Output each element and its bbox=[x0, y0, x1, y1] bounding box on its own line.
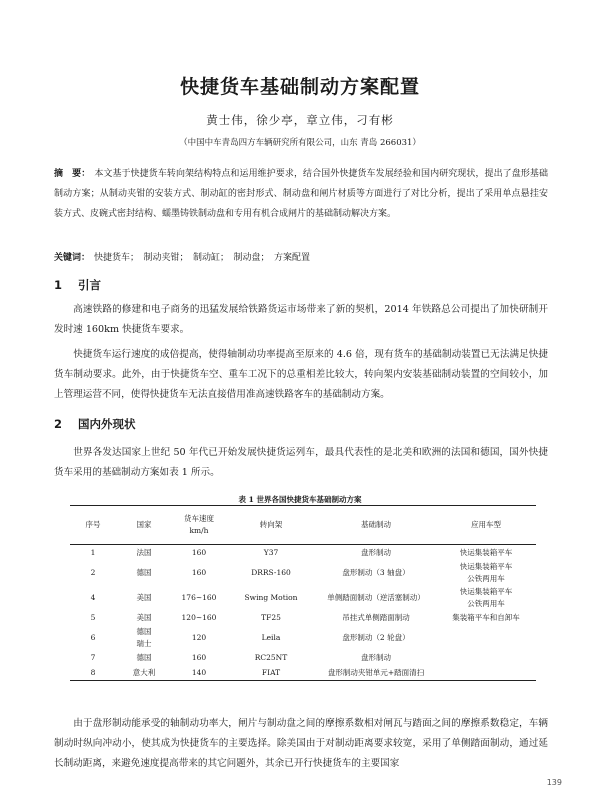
affiliation: （中国中车青岛四方车辆研究所有限公司，山东 青岛 266031） bbox=[179, 138, 421, 148]
table-header-cell: 基础制动 bbox=[361, 520, 391, 529]
table-cell: 盘形制动（3 轴盘） bbox=[342, 567, 410, 577]
table-row bbox=[70, 665, 536, 681]
table-header-cell: 国家 bbox=[136, 520, 152, 529]
table-cell: 140 bbox=[191, 667, 207, 677]
table-cell: 8 bbox=[90, 667, 96, 677]
table-cell: 单侧踏面制动（逆活塞制动） bbox=[327, 592, 425, 602]
table-cell: TF25 bbox=[261, 612, 281, 622]
table-cell: 5 bbox=[90, 612, 96, 622]
table-cell: 美国 bbox=[136, 592, 152, 602]
table-row bbox=[70, 610, 536, 625]
abstract-label: 摘 要： bbox=[54, 169, 91, 179]
table-body bbox=[70, 545, 536, 681]
abstract bbox=[54, 164, 548, 224]
brake-scheme-table bbox=[70, 505, 536, 681]
table-caption: 表 1 世界各国快捷货车基础制动方案 bbox=[238, 495, 362, 504]
table-header-cell: 应用车型 bbox=[471, 520, 501, 529]
table-cell: 4 bbox=[90, 592, 96, 602]
table-cell: 德国 bbox=[136, 567, 152, 577]
table-cell: Leila bbox=[261, 632, 281, 642]
table-cell: Swing Motion bbox=[244, 592, 298, 602]
table-cell: 176~160 bbox=[181, 592, 217, 602]
keywords-label: 关键词： bbox=[54, 253, 91, 263]
table-row bbox=[70, 545, 536, 561]
section-heading-status bbox=[54, 416, 136, 432]
table-cell: 7 bbox=[90, 652, 96, 662]
table-cell: 集装箱平车和自卸车 bbox=[452, 612, 520, 622]
abstract-text: 本文基于快捷货车转向架结构特点和运用维护要求，结合国外快捷货车发展经验和国内研究现状，提出了盘形基础制动方案；从制动夹钳的安装方式、制动缸的密封形式、制动盘和闸片材质等方面进行了对比分析，提出了采用单点悬挂安装方式、皮碗式密封结构、蠕墨铸铁制动盘和专用有机合成闸片的基础制动解决方案。 bbox=[54, 169, 548, 219]
intro-paragraph-1: 高速铁路的修建和电子商务的迅猛发展给铁路货运市场带来了新的契机，2014 年铁路总公司提出了加快研制开发时速 160km 快捷货车要求。 bbox=[54, 304, 548, 335]
table-cell: 120 bbox=[191, 632, 207, 642]
table-cell: DRRS-160 bbox=[251, 567, 291, 577]
section-number: 1 bbox=[54, 278, 63, 292]
table-cell: RC25NT bbox=[254, 652, 288, 662]
paper-title: 快捷货车基础制动方案配置 bbox=[179, 76, 420, 98]
section-title: 引言 bbox=[78, 278, 101, 292]
table-cell: Y37 bbox=[263, 547, 279, 557]
table-header-cell: 货车速度 km/h bbox=[184, 514, 214, 535]
table-cell: 盘形制动夹钳单元+踏面清扫 bbox=[327, 667, 425, 677]
closing-paragraph: 由于盘形制动能承受的轴制动功率大，闸片与制动盘之间的摩擦系数相对闸瓦与踏面之间的摩擦系数稳定，车辆制动时纵向冲动小，使其成为快捷货车的主要选择。除美国由于对制动距离要求较宽，采用了单侧踏面制动，通过延长制动距离，来避免速度提高带来的其它问题外，其余已开行快捷货车的主要国家 bbox=[54, 718, 548, 769]
table-cell: 法国 bbox=[136, 547, 152, 557]
table-cell: 德国 瑞士 bbox=[136, 626, 152, 648]
table-cell: 快运集装箱平车 公铁两用车 bbox=[459, 586, 513, 608]
table-cell bbox=[436, 625, 536, 650]
table-cell: 160 bbox=[191, 652, 207, 662]
table-cell: 快运集装箱平车 公铁两用车 bbox=[459, 561, 513, 583]
section-title: 国内外现状 bbox=[78, 417, 136, 431]
table-cell bbox=[436, 665, 536, 681]
author-list: 黄士伟，徐少亭，章立伟，刁有彬 bbox=[206, 113, 394, 127]
table-cell: 盘形制动 bbox=[361, 547, 391, 557]
table-header-cell: 转向架 bbox=[259, 520, 283, 529]
table-cell: 盘形制动 bbox=[361, 652, 391, 662]
table-row bbox=[70, 650, 536, 665]
table-row bbox=[70, 585, 536, 610]
page-number: 139 bbox=[546, 778, 562, 787]
table-cell: 120~160 bbox=[181, 612, 217, 622]
table-cell: FIAT bbox=[261, 667, 281, 677]
table-row bbox=[70, 625, 536, 650]
table-cell bbox=[436, 650, 536, 665]
table-cell: 意大利 bbox=[132, 667, 156, 677]
table-header-row bbox=[70, 506, 536, 545]
table-cell: 160 bbox=[191, 567, 207, 577]
table-cell: 6 bbox=[90, 632, 96, 642]
keywords bbox=[54, 251, 548, 265]
table-cell: 德国 bbox=[136, 652, 152, 662]
table-header-cell: 序号 bbox=[85, 520, 101, 529]
table-cell: 1 bbox=[90, 547, 96, 557]
section-number: 2 bbox=[54, 417, 63, 431]
table-cell: 吊挂式单侧踏面制动 bbox=[342, 612, 410, 622]
table-cell: 快运集装箱平车 bbox=[459, 547, 513, 557]
keywords-text: 快捷货车； 制动夹钳； 制动缸； 制动盘； 方案配置 bbox=[94, 253, 311, 263]
status-paragraph-1: 世界各发达国家上世纪 50 年代已开始发展快捷货运列车，最具代表性的是北美和欧洲的法国和德国，国外快捷货车采用的基础制动方案如表 1 所示。 bbox=[54, 447, 548, 478]
table-cell: 2 bbox=[90, 567, 96, 577]
table-cell: 160 bbox=[191, 547, 207, 557]
table-row bbox=[70, 560, 536, 585]
section-heading-intro bbox=[54, 277, 101, 293]
intro-paragraph-2: 快捷货车运行速度的成倍提高，使得轴制动功率提高至原来的 4.6 倍，现有货车的基础制动装置已无法满足快捷货车制动要求。此外，由于快捷货车空、重车工况下的总重相差比较大，转向架内安装基础制动装置的空间较小，加上管理运营不同，使得快捷货车无法直接借用准高速铁路客车的基础制动方案。 bbox=[54, 349, 548, 400]
table-cell: 美国 bbox=[136, 612, 152, 622]
table-cell: 盘形制动（2 轮盘） bbox=[342, 632, 410, 642]
